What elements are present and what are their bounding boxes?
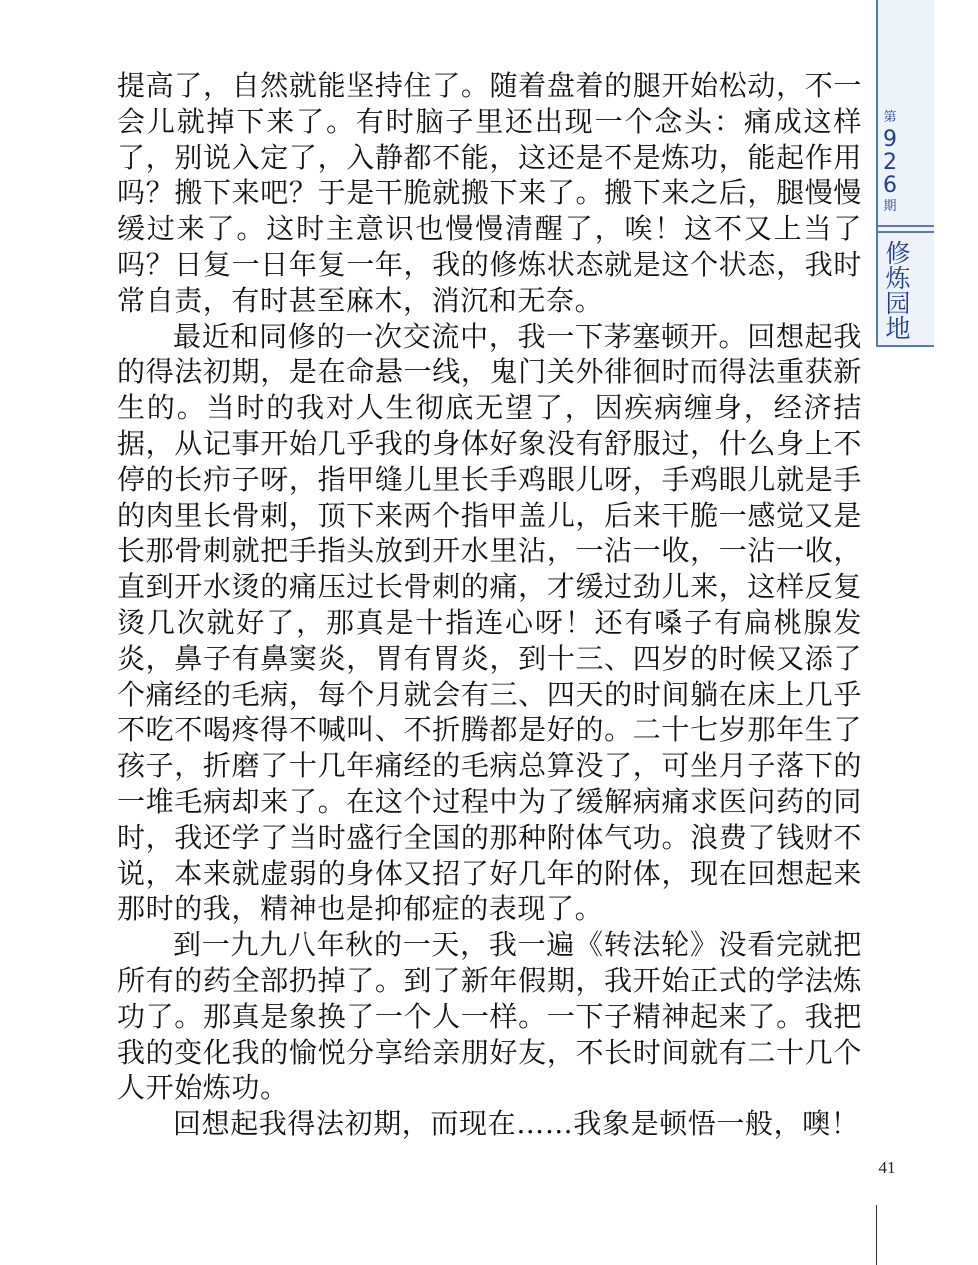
paragraph-2: 最近和同修的一次交流中，我一下茅塞顿开。回想起我的得法初期，是在命悬一线，鬼门关外徘徊时而得法重获新生的。当时的我对人生彻底无望了，因疾病缠身，经济拮据，从记事开始几乎我的身体好象没有舒服过，什么身上不停的长疖子呀，指甲缝儿里长手鸡眼儿呀，手鸡眼儿就是手的肉里长骨刺，顶下来两个指甲盖儿，后来干脆一感觉又是长那骨刺就把手指头放到开水里沾，一沾一收，一沾一收，直到开水烫的痛压过长骨刺的痛，才缓过劲儿来，这样反复烫几次就好了，那真是十指连心呀！还有嗓子有扁桃腺发炎，鼻子有鼻窦炎，胃有胃炎，到十三、四岁的时候又添了个痛经的毛病，每个月就会有三、四天的时间躺在床上几乎不吃不喝疼得不喊叫、不折腾都是好的。二十七岁那年生了孩子，折磨了十几年痛经的毛病总算没了，可坐月子落下的一堆毛病却来了。在这个过程中为了缓解病痛求医问药的同时，我还学了当时盛行全国的那种附体气功。浪费了钱财不说，本来就虚弱的身体又招了好几年的附体，现在回想起来那时的我，精神也是抑郁症的表现了。 bbox=[117, 319, 862, 926]
issue-digit-1: 9 bbox=[883, 127, 897, 152]
margin-rule-upper bbox=[876, 225, 934, 227]
issue-number bbox=[879, 108, 901, 217]
margin-line-bottom bbox=[876, 1205, 877, 1265]
article-body bbox=[117, 68, 862, 1142]
issue-digit-2: 2 bbox=[883, 150, 897, 175]
column-name: 修炼园地 bbox=[882, 240, 911, 340]
margin-rule-lower bbox=[876, 231, 934, 233]
page-number: 41 bbox=[878, 1158, 896, 1177]
paragraph-3: 到一九九八年秋的一天，我一遍《转法轮》没看完就把所有的药全部扔掉了。到了新年假期，我开始正式的学法炼功了。那真是象换了一个人一样。一下子精神起来了。我把我的变化我的愉悦分享给亲朋好友，不长时间就有二十几个人开始炼功。 bbox=[117, 928, 862, 1105]
issue-prefix: 第 bbox=[883, 110, 897, 125]
issue-suffix: 期 bbox=[883, 199, 897, 214]
margin-rule-bottom bbox=[876, 345, 934, 347]
paragraph-4: 回想起我得法初期，而现在……我象是顿悟一般，噢！ bbox=[173, 1107, 860, 1141]
issue-digit-3: 6 bbox=[883, 173, 897, 198]
paragraph-1: 提高了，自然就能坚持住了。随着盘着的腿开始松动，不一会儿就掉下来了。有时脑子里还出现一个念头：痛成这样了，别说入定了，入静都不能，这还是不是炼功，能起作用吗？搬下来吧？于是干脆就搬下来了。搬下来之后，腿慢慢缓过来了。这时主意识也慢慢清醒了，唉！这不又上当了吗？日复一日年复一年，我的修炼状态就是这个状态，我时常自责，有时甚至麻木，消沉和无奈。 bbox=[117, 69, 862, 317]
